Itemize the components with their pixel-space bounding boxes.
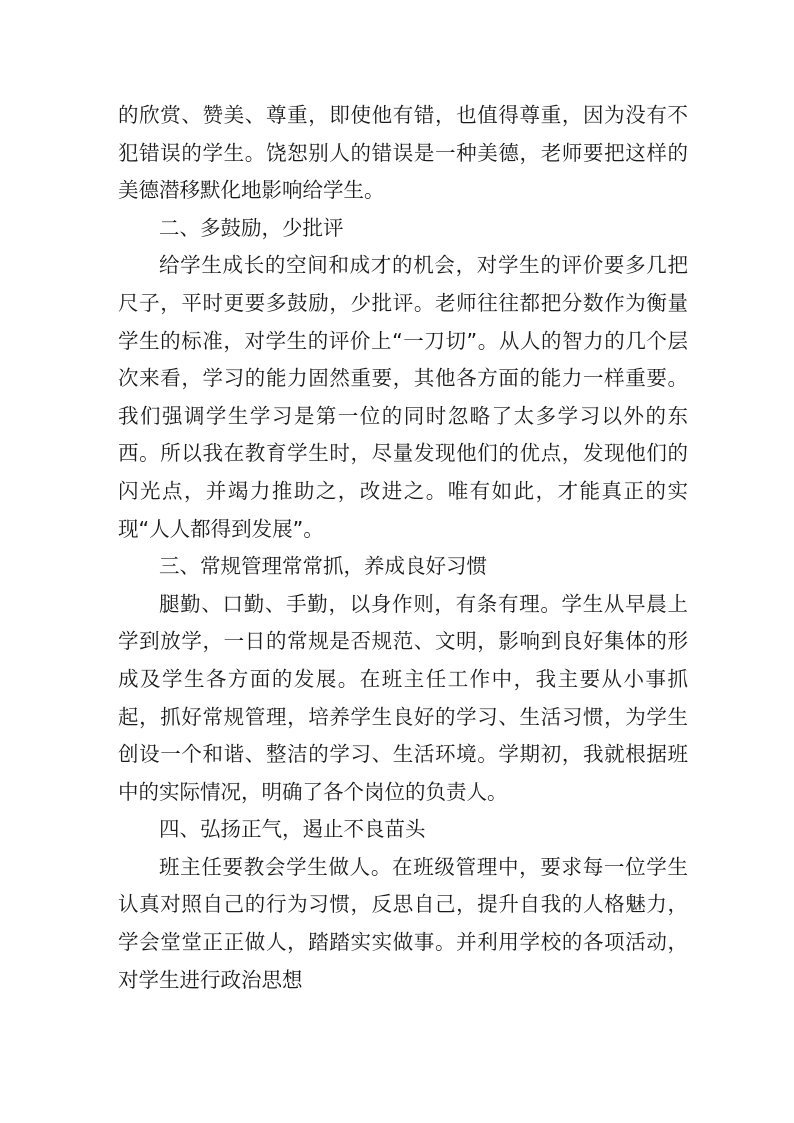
document-body — [118, 97, 688, 999]
paragraph-encouragement: 给学生成长的空间和成才的机会，对学生的评价要多几把尺子，平时更要多鼓励，少批评。老师往往都把分数作为衡量学生的标准，对学生的评价上“一刀切”。从人的智力的几个层次来看，学习的能力固然重要，其他各方面的能力一样重要。我们强调学生学习是第一位的同时忽略了太多学习以外的东西。所以我在教育学生时，尽量发现他们的优点，发现他们的闪光点，并竭力推助之，改进之。唯有如此，才能真正的实现“人人都得到发展”。 — [118, 253, 688, 541]
paragraph-intro-continuation: 的欣赏、赞美、尊重，即使他有错，也值得尊重，因为没有不犯错误的学生。饶恕别人的错误是一种美德，老师要把这样的美德潜移默化地影响给学生。 — [118, 103, 688, 203]
paragraph-routine-management: 腿勤、口勤、手勤，以身作则，有条有理。学生从早晨上学到放学，一日的常规是否规范、文明，影响到良好集体的形成及学生各方面的发展。在班主任工作中，我主要从小事抓起，抓好常规管理，培养学生良好的学习、生活习惯，为学生创设一个和谐、整洁的学习、生活环境。学期初，我就根据班中的实际情况，明确了各个岗位的负责人。 — [118, 591, 688, 804]
paragraph-righteousness: 班主任要教会学生做人。在班级管理中，要求每一位学生认真对照自己的行为习惯，反思自己，提升自我的人格魅力，学会堂堂正正做人，踏踏实实做事。并利用学校的各项活动，对学生进行政治思想 — [118, 854, 688, 992]
section-heading-4: 四、弘扬正气，遏止不良苗头 — [159, 817, 426, 842]
section-heading-3: 三、常规管理常常抓，养成良好习惯 — [159, 554, 487, 579]
section-heading-2: 二、多鼓励，少批评 — [159, 215, 344, 240]
